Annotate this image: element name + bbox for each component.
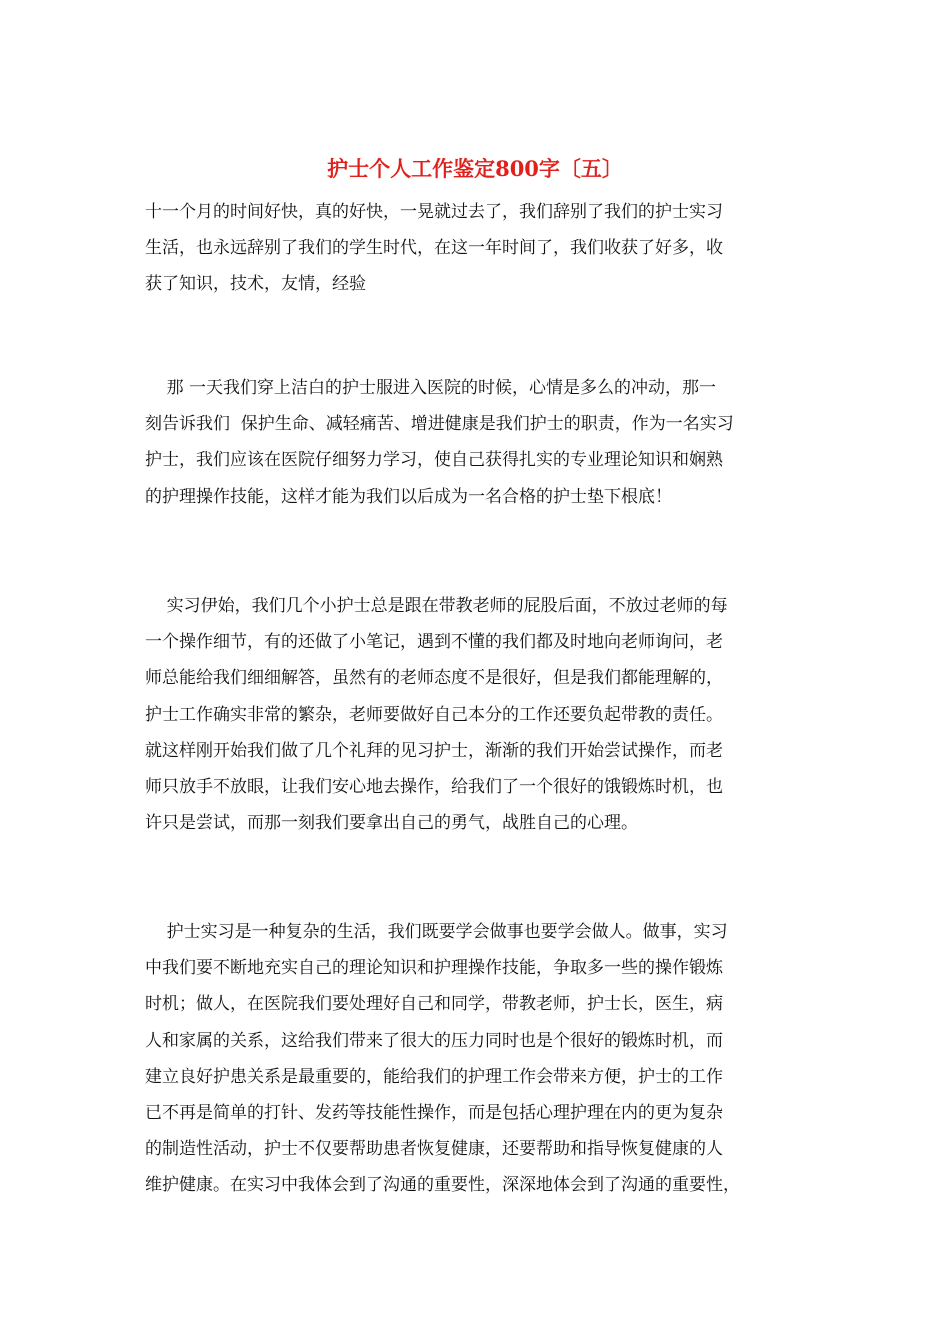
paragraph-line: 生活，也永远辞别了我们的学生时代，在这一年时间了，我们收获了好多，收 (145, 238, 723, 259)
paragraph-line: 人和家属的关系，这给我们带来了很大的压力同时也是个很好的锻炼时机，而 (145, 1030, 723, 1051)
paragraph-line: 师总能给我们细细解答，虽然有的老师态度不是很好，但是我们都能理解的， (145, 668, 723, 689)
paragraph-line: 中我们要不断地充实自己的理论知识和护理操作技能，争取多一些的操作锻炼 (145, 958, 723, 979)
paragraph-line: 师只放手不放眼，让我们安心地去操作，给我们了一个很好的饿锻炼时机，也 (145, 776, 723, 797)
paragraph-line: 一个操作细节，有的还做了小笔记，遇到不懂的我们都及时地向老师询问，老 (145, 632, 723, 653)
paragraph-line: 实习伊始，我们几个小护士总是跟在带教老师的屁股后面，不放过老师的每 (145, 596, 728, 616)
paragraph-line: 那 一天我们穿上洁白的护士服进入医院的时候，心情是多么的冲动，那一 (145, 378, 717, 398)
paragraph-line: 时机；做人，在医院我们要处理好自己和同学，带教老师，护士长，医生，病 (145, 994, 723, 1015)
paragraph-line: 护士，我们应该在医院仔细努力学习，使自己获得扎实的专业理论知识和娴熟 (145, 450, 723, 471)
document-title: 护士个人工作鉴定800字〔五〕 (327, 156, 623, 181)
paragraph-1 (145, 194, 805, 303)
paragraph-line: 的护理操作技能，这样才能为我们以后成为一名合格的护士垫下根底！ (145, 486, 672, 507)
paragraph-line: 的制造性活动，护士不仅要帮助患者恢复健康，还要帮助和指导恢复健康的人 (145, 1139, 723, 1160)
paragraph-3 (145, 588, 805, 841)
paragraph-line: 建立良好护患关系是最重要的，能给我们的护理工作会带来方便，护士的工作 (145, 1066, 723, 1087)
paragraph-line: 护士实习是一种复杂的生活，我们既要学会做事也要学会做人。做事，实习 (145, 922, 728, 942)
paragraph-4 (145, 914, 805, 1204)
paragraph-line: 十一个月的时间好快，真的好快，一晃就过去了，我们辞别了我们的护士实习 (145, 202, 723, 222)
paragraph-2 (145, 370, 805, 515)
paragraph-line: 已不再是简单的打针、发药等技能性操作，而是包括心理护理在内的更为复杂 (145, 1102, 723, 1123)
paragraph-line: 维护健康。在实习中我体会到了沟通的重要性，深深地体会到了沟通的重要性， (145, 1175, 740, 1196)
paragraph-line: 刻告诉我们 保护生命、减轻痛苦、增进健康是我们护士的职责，作为一名实习 (145, 414, 734, 435)
paragraph-line: 就这样刚开始我们做了几个礼拜的见习护士，渐渐的我们开始尝试操作，而老 (145, 740, 723, 761)
paragraph-line: 获了知识，技术，友情，经验 (145, 274, 366, 295)
paragraph-line: 许只是尝试，而那一刻我们要拿出自己的勇气，战胜自己的心理。 (145, 813, 638, 834)
paragraph-line: 护士工作确实非常的繁杂，老师要做好自己本分的工作还要负起带教的责任。 (145, 704, 723, 725)
